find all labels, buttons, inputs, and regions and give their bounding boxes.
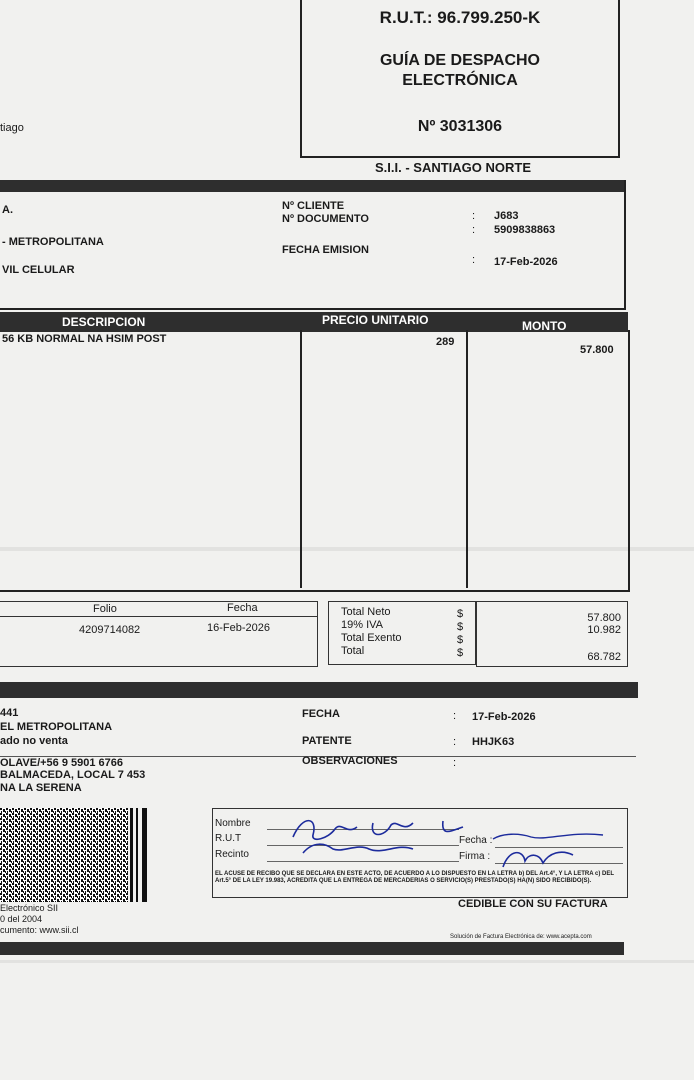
unit-price-header: PRECIO UNITARIO xyxy=(322,313,429,327)
receipt-legal-text: EL ACUSE DE RECIBO QUE SE DECLARA EN ESTE ACTO, DE ACUERDO A LO DISPUESTO EN LA LETRA b) DEL Art.4°, Y LA LETRA c) DEL Art.5° DE LA LEY 19.983, ACREDITA QUE LA ENTREGA DE MERCADERIAS O SERVICIO(S) PRESTADO(S) HA(N) SIDO RECIBIDO(S). xyxy=(215,871,614,884)
total-exento-label: Total Exento xyxy=(341,632,402,644)
currency-symbol: $ xyxy=(457,647,464,659)
iva-value: 10.982 xyxy=(587,624,621,636)
dispatch-line-2: EL METROPOLITANA xyxy=(0,721,113,733)
rut-label: R.U.T xyxy=(215,833,242,844)
dispatch-date-value: 17-Feb-2026 xyxy=(472,711,536,723)
item-description: 56 KB NORMAL NA HSIM POST xyxy=(2,333,167,345)
column-divider xyxy=(300,330,302,588)
issue-date-value: 17-Feb-2026 xyxy=(494,256,558,268)
reference-date: 16-Feb-2026 xyxy=(207,622,270,634)
totals-values xyxy=(476,601,628,667)
paper-crease xyxy=(0,960,694,963)
client-activity-partial: VIL CELULAR xyxy=(2,264,75,276)
issuer-partial-text: tiago xyxy=(0,122,24,134)
client-number-label: Nº CLIENTE xyxy=(282,200,345,212)
signature-label: Firma : xyxy=(459,851,491,862)
currency-symbol: $ xyxy=(457,634,464,646)
solution-provider-text: Solución de Factura Electrónica de: www.acepta.com xyxy=(450,934,592,940)
observations-label: OBSERVACIONES xyxy=(302,755,398,767)
currency-symbol: $ xyxy=(457,608,464,620)
dispatch-date-label: FECHA xyxy=(302,708,340,720)
colon: : xyxy=(472,224,476,236)
document-number-label: Nº DOCUMENTO xyxy=(282,213,369,225)
column-divider xyxy=(466,330,468,588)
handwritten-signature xyxy=(273,809,623,871)
description-header: DESCRIPCION xyxy=(62,315,146,329)
item-amount: 57.800 xyxy=(580,344,614,356)
reference-header-line xyxy=(0,616,317,617)
license-plate-value: HHJK63 xyxy=(472,736,515,748)
currency-symbol: $ xyxy=(457,621,464,633)
item-unit-price: 289 xyxy=(436,336,455,348)
total-neto-label: Total Neto xyxy=(341,606,391,618)
amount-header: MONTO xyxy=(522,319,567,333)
colon: : xyxy=(453,736,457,748)
client-name-partial: A. xyxy=(2,204,13,216)
receipt-acknowledgment-box xyxy=(212,808,628,898)
nombre-label: Nombre xyxy=(215,818,251,829)
reference-folio: 4209714082 xyxy=(79,624,141,636)
colon: : xyxy=(453,710,457,722)
issue-date-label: FECHA EMISION xyxy=(282,244,369,256)
client-region-partial: - METROPOLITANA xyxy=(2,236,104,248)
dispatch-line-6: NA LA SERENA xyxy=(0,782,82,794)
timbre-caption-line: cumento: www.sii.cl xyxy=(0,925,79,935)
total-value: 68.782 xyxy=(587,651,621,663)
timbre-caption-line: 0 del 2004 xyxy=(0,914,43,924)
license-plate-label: PATENTE xyxy=(302,735,352,747)
document-type-line1: GUÍA DE DESPACHO xyxy=(379,52,540,69)
timbre-caption xyxy=(0,903,79,936)
timbre-caption-line: Electrónico SII xyxy=(0,903,59,913)
sii-office: S.I.I. - SANTIAGO NORTE xyxy=(375,160,532,175)
footer-bar xyxy=(0,942,624,955)
colon: : xyxy=(472,254,476,266)
folio-label: Folio xyxy=(93,603,117,615)
reference-date-label: Fecha xyxy=(227,602,258,614)
document-number: Nº 3031306 xyxy=(417,118,503,135)
dispatch-line-3: ado no venta xyxy=(0,735,68,747)
cedible-notice: CEDIBLE CON SU FACTURA xyxy=(458,898,608,910)
items-table xyxy=(0,330,630,592)
barcode-graphic xyxy=(0,808,150,902)
document-number-value: 5909838863 xyxy=(494,224,556,236)
items-table-header xyxy=(0,312,628,332)
document-type-line2: ELECTRÓNICA xyxy=(402,72,518,89)
dispatch-line-5: BALMACEDA, LOCAL 7 453 xyxy=(0,769,146,781)
colon: : xyxy=(472,210,476,222)
client-number-value: J683 xyxy=(494,210,519,222)
dispatch-line-1: 441 xyxy=(0,707,19,719)
recinto-label: Recinto xyxy=(215,849,249,860)
totals-labels xyxy=(328,601,476,665)
client-block xyxy=(0,180,626,310)
rut-box xyxy=(300,0,620,158)
dispatch-line-4: OLAVE/+56 9 5901 6766 xyxy=(0,757,124,769)
receipt-date-label: Fecha : xyxy=(459,835,493,846)
dispatch-bar xyxy=(0,682,638,698)
colon: : xyxy=(453,757,457,769)
total-label: Total xyxy=(341,645,365,657)
rut-number: R.U.T.: 96.799.250-K xyxy=(379,8,541,27)
timbre-barcode xyxy=(0,808,150,902)
total-neto-value: 57.800 xyxy=(587,612,621,624)
iva-label: 19% IVA xyxy=(341,619,383,631)
reference-table xyxy=(0,601,318,667)
